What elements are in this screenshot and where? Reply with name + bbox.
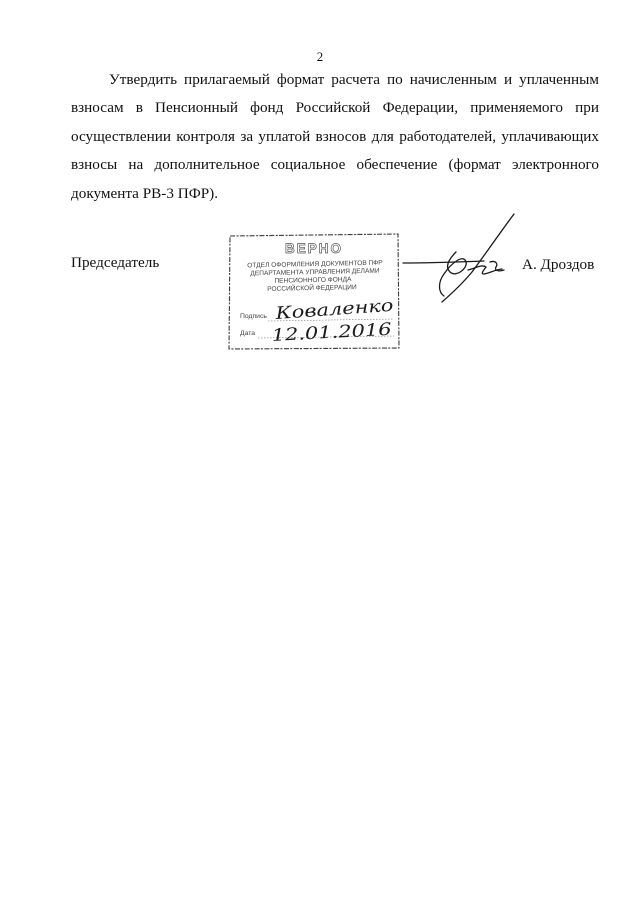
stamp-date-label: Дата [240,330,256,337]
body-paragraph [71,66,599,208]
stamp-handwritten-date: 12.01.2016 [271,320,370,346]
stamp-line: ПЕНСИОННОГО ФОНДА [274,276,352,285]
paragraph-line: документа РВ-3 ПФР). [71,184,219,202]
signatory-title: Председатель [71,254,160,271]
certification-stamp [228,233,400,350]
stamp-line: ОТДЕЛ ОФОРМЛЕНИЯ ДОКУМЕНТОВ ПФР [247,259,383,270]
stamp-heading: ВЕРНО [284,241,344,256]
handwritten-signature [398,212,518,307]
stamp-signature-label: Подпись [240,313,267,320]
paragraph-line: осуществлении контроля за уплатой взносов для работодателей, уплачивающих [71,127,599,145]
paragraph-line: Утвердить прилагаемый формат расчета по начисленным и уплаченным [109,71,599,88]
paragraph-line: взносы на дополнительное социальное обеспечение (формат электронного [71,156,599,174]
stamp-line: РОССИЙСКОЙ ФЕДЕРАЦИИ [267,284,357,293]
stamp-handwritten-name: Коваленко [274,297,373,324]
stamp-line: ДЕПАРТАМЕНТА УПРАВЛЕНИЯ ДЕЛАМИ [250,267,380,278]
signatory-name: А. Дроздов [522,256,595,273]
page-number: 2 [316,49,324,64]
paragraph-line: взносам в Пенсионный фонд Российской Федерации, применяемого при [71,99,599,117]
